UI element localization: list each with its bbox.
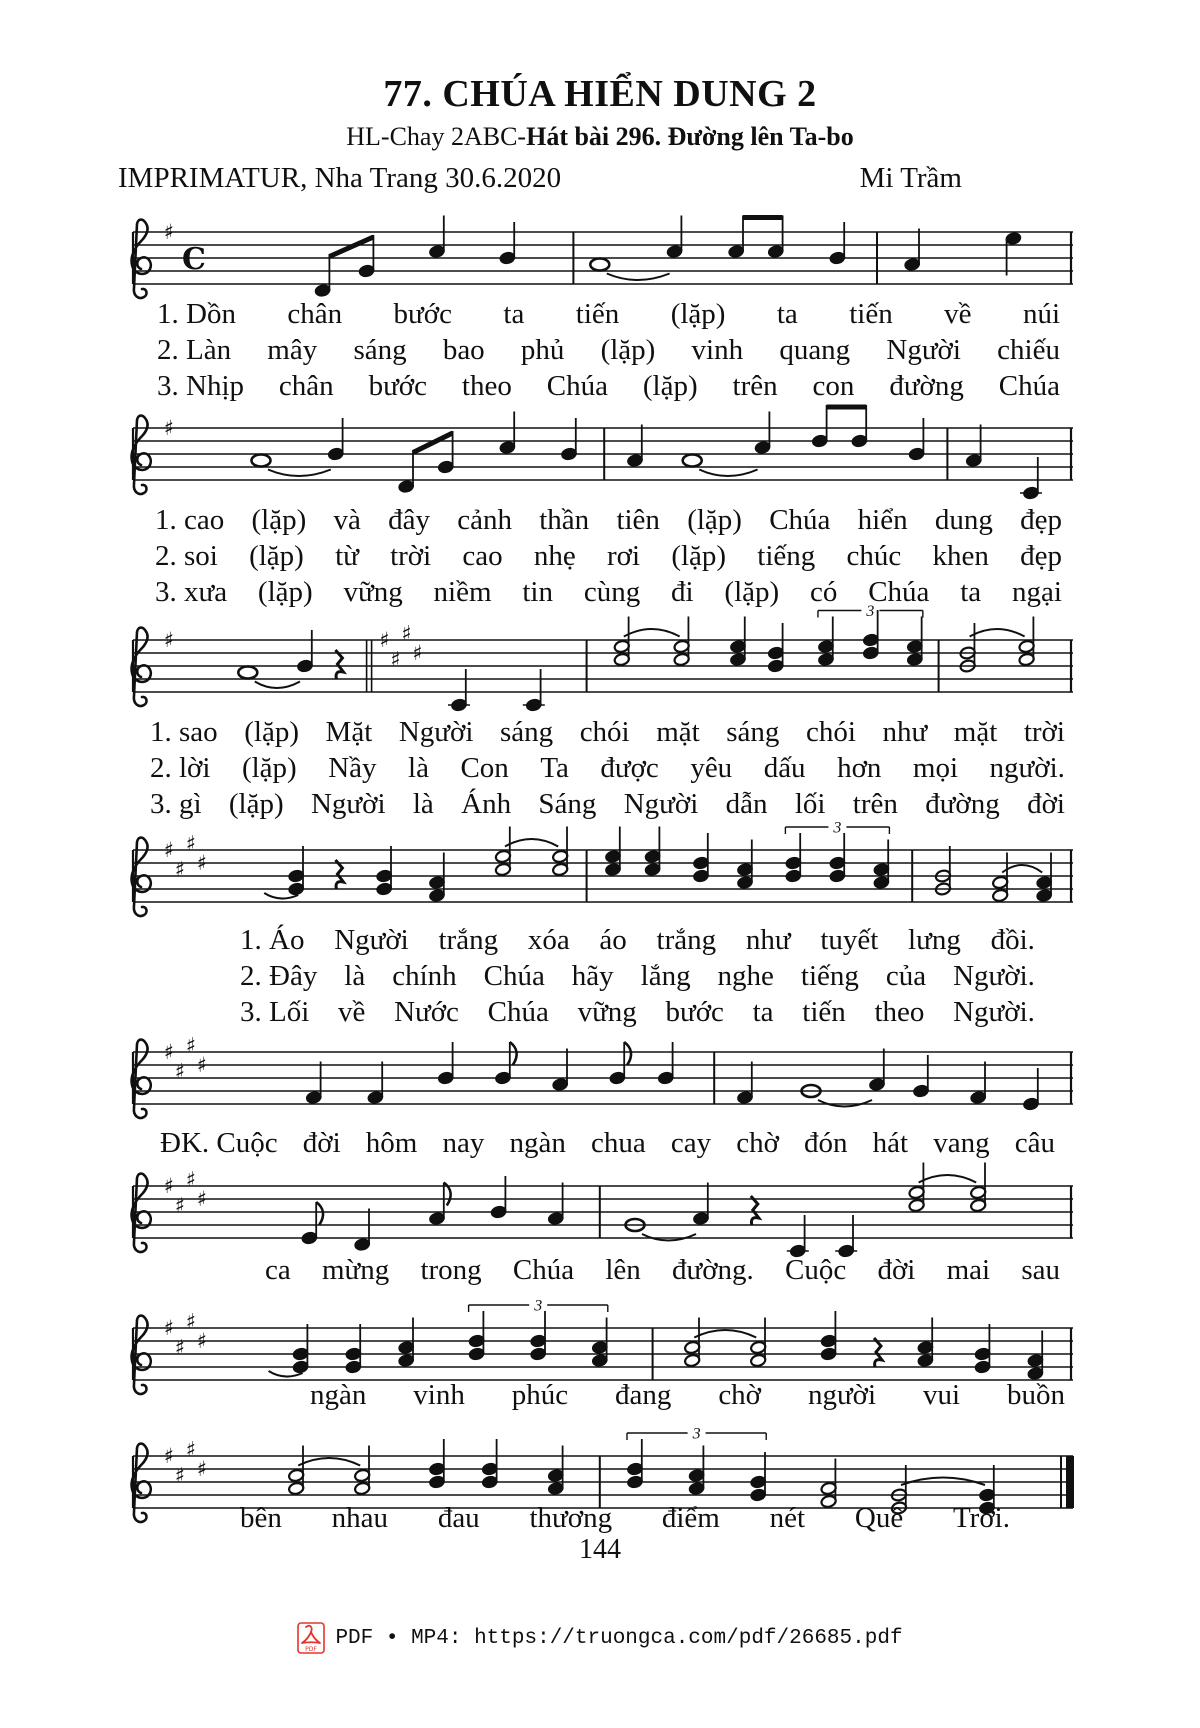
lyric-line <box>240 994 1035 1030</box>
lyric-word: ngàn <box>509 1127 566 1159</box>
lyric-word: trời <box>1023 716 1065 748</box>
lyric-word: hôm <box>365 1127 418 1159</box>
lyric-word: 1. Áo <box>240 924 305 956</box>
svg-text:3: 3 <box>866 603 875 620</box>
lyric-word: Người <box>398 716 474 748</box>
footer <box>0 1622 1200 1654</box>
lyric-word: áo <box>599 924 627 956</box>
lyric-word: trắng <box>656 924 717 956</box>
lyric-word: 1. sao <box>150 716 218 748</box>
lyric-line <box>265 1252 1060 1288</box>
lyric-word: là <box>408 752 429 784</box>
lyric-word: chân <box>278 370 334 402</box>
lyric-word: ngàn <box>310 1379 367 1411</box>
lyric-word: sáng <box>499 716 554 748</box>
lyric-word: chờ <box>718 1379 762 1411</box>
lyric-word: trong <box>420 1254 482 1286</box>
lyric-word: (lặp) <box>251 504 307 536</box>
svg-text:♯: ♯ <box>412 641 423 665</box>
lyric-word: phúc <box>511 1379 569 1411</box>
svg-text:♯: ♯ <box>174 1059 186 1084</box>
svg-text:♯: ♯ <box>163 416 175 440</box>
lyric-word: chúc <box>846 540 902 572</box>
lyric-word: đời <box>1027 788 1065 820</box>
lyric-word: chua <box>590 1127 646 1159</box>
lyric-word: phủ <box>520 334 565 366</box>
svg-text:♯: ♯ <box>174 1463 186 1488</box>
lyric-word: Người. <box>953 960 1035 992</box>
lyric-word: (lặp) <box>724 576 780 608</box>
lyric-word: lắng <box>640 960 691 992</box>
lyric-word: (lặp) <box>257 576 313 608</box>
lyric-word: ta <box>503 298 525 330</box>
lyric-word: Người <box>886 334 961 366</box>
lyric-word: chiếu <box>997 334 1060 366</box>
svg-text:3: 3 <box>692 1425 701 1443</box>
lyric-word: đường <box>889 370 964 402</box>
lyric-word: điểm <box>661 1502 720 1534</box>
svg-text:3: 3 <box>534 1297 543 1315</box>
lyric-word: núi <box>1022 298 1060 330</box>
svg-text:♯: ♯ <box>163 1174 175 1198</box>
lyric-word: Nước <box>394 996 459 1028</box>
lyric-word: Chúa <box>512 1254 575 1286</box>
lyric-word: trời <box>390 540 432 572</box>
lyric-word: tiến <box>575 298 620 330</box>
lyric-word: vững <box>343 576 403 608</box>
svg-text:♯: ♯ <box>174 1335 186 1360</box>
lyric-word: dấu <box>763 752 806 784</box>
lyric-word: trắng <box>438 924 499 956</box>
lyric-word: ĐK. Cuộc <box>160 1127 278 1159</box>
lyric-word: tiếng <box>800 960 859 992</box>
lyric-word: ta <box>776 298 798 330</box>
svg-text:♯: ♯ <box>163 838 175 862</box>
lyric-word: buồn <box>1006 1379 1065 1411</box>
lyric-word: tuyết <box>820 924 879 956</box>
lyric-word: đau <box>437 1502 480 1534</box>
lyric-word: và <box>333 504 361 536</box>
lyric-word: tin <box>522 576 553 608</box>
lyric-word: yêu <box>690 752 733 784</box>
lyric-word: 2. Đây <box>240 960 318 992</box>
lyric-word: như <box>882 716 928 748</box>
lyric-word: ca <box>265 1254 291 1286</box>
song-title: 77. CHÚA HIỂN DUNG 2 <box>383 73 817 115</box>
lyric-word: (lặp) <box>241 752 297 784</box>
footer-link[interactable]: PDF • MP4: https://truongca.com/pdf/26685.pdf <box>335 1626 903 1650</box>
lyric-word: hãy <box>571 960 614 992</box>
lyric-word: mai <box>946 1254 991 1286</box>
lyrics-block-8 <box>240 1500 1010 1536</box>
lyric-word: (lặp) <box>642 370 698 402</box>
pdf-icon-label: PDF <box>305 1646 318 1653</box>
lyric-word: cao <box>462 540 503 572</box>
lyric-word: (lặp) <box>687 504 742 536</box>
lyric-word: 2. soi <box>155 540 218 572</box>
lyric-word: Chúa <box>487 996 549 1028</box>
lyric-word: tiến <box>802 996 846 1028</box>
lyric-word: được <box>600 752 659 784</box>
lyric-word: 3. Nhịp <box>157 370 244 402</box>
lyric-word: vinh <box>691 334 744 366</box>
lyric-word: nhẹ <box>533 540 576 572</box>
lyric-word: 3. Lối <box>240 996 310 1028</box>
lyric-word: vinh <box>413 1379 465 1411</box>
lyric-word: sáng <box>726 716 780 748</box>
svg-text:3: 3 <box>833 819 842 837</box>
lyric-word: dẫn <box>725 788 768 820</box>
lyric-line <box>155 574 1062 610</box>
lyric-line <box>155 538 1062 574</box>
svg-text:♯: ♯ <box>196 851 208 875</box>
lyric-word: (lặp) <box>600 334 656 366</box>
lyrics-block-6 <box>265 1252 1060 1288</box>
lyric-word: lưng <box>908 924 961 956</box>
lyric-line <box>157 332 1060 368</box>
lyric-line <box>160 1125 1055 1161</box>
composer-name: Mi Trầm <box>859 162 962 194</box>
lyric-word: Chúa <box>483 960 545 992</box>
lyric-word: nhau <box>331 1502 389 1534</box>
lyric-word: như <box>745 924 791 956</box>
lyric-word: (lặp) <box>249 540 304 572</box>
lyric-word: chính <box>392 960 457 992</box>
lyric-word: Chúa <box>769 504 831 536</box>
lyric-word: đi <box>671 576 694 608</box>
lyric-line <box>310 1377 1065 1413</box>
lyric-word: người. <box>989 752 1065 784</box>
lyric-word: người <box>807 1379 877 1411</box>
svg-text:♯: ♯ <box>163 1444 175 1468</box>
svg-text:♯: ♯ <box>163 220 175 244</box>
lyric-word: đẹp <box>1020 504 1062 536</box>
lyric-word: cay <box>670 1127 712 1159</box>
svg-text:♯: ♯ <box>196 1457 208 1481</box>
lyric-word: lối <box>794 788 826 820</box>
lyric-line <box>240 958 1035 994</box>
lyric-word: vang <box>933 1127 990 1159</box>
lyrics-block-5 <box>160 1125 1055 1161</box>
lyric-word: Người. <box>953 996 1035 1028</box>
lyric-word: xóa <box>527 924 570 956</box>
lyric-word: từ <box>335 540 359 572</box>
lyric-line <box>240 1500 1010 1536</box>
subtitle-reference: Hát bài 296. Đường lên Ta-bo <box>526 122 854 151</box>
lyric-word: trên <box>852 788 898 820</box>
svg-text:♯: ♯ <box>185 1033 197 1058</box>
lyric-word: đường. <box>672 1254 754 1286</box>
lyric-word: (lặp) <box>228 788 284 820</box>
lyric-word: nay <box>442 1127 485 1159</box>
lyric-word: tiến <box>849 298 893 330</box>
lyric-word: mừng <box>321 1254 390 1286</box>
svg-text:♯: ♯ <box>163 1316 175 1340</box>
lyric-word: 2. lời <box>150 752 211 784</box>
lyric-word: Mặt <box>325 716 373 748</box>
svg-text:♯: ♯ <box>401 621 412 646</box>
lyric-word: (lặp) <box>244 716 299 748</box>
lyric-word: 2. Làn <box>157 334 232 366</box>
lyric-word: 1. cao <box>155 504 225 536</box>
lyric-line <box>150 750 1065 786</box>
lyric-word: nghe <box>717 960 774 992</box>
lyric-word: Sáng <box>538 788 597 820</box>
lyric-word: Chúa <box>868 576 930 608</box>
lyric-word: con <box>812 370 855 402</box>
lyric-word: Nầy <box>328 752 377 784</box>
svg-text:♯: ♯ <box>174 1193 186 1218</box>
lyric-word: thương <box>529 1502 613 1534</box>
lyric-word: đang <box>615 1379 672 1411</box>
lyric-word: dung <box>934 504 993 536</box>
lyric-word: Trời. <box>952 1502 1010 1534</box>
lyric-word: đón <box>804 1127 848 1159</box>
lyrics-block-2 <box>155 502 1062 610</box>
lyric-word: đẹp <box>1020 540 1062 572</box>
svg-text:C: C <box>182 242 206 277</box>
lyric-word: ngại <box>1012 576 1062 608</box>
lyrics-block-1 <box>157 296 1060 404</box>
lyric-word: Cuộc <box>785 1254 847 1286</box>
lyric-word: niềm <box>433 576 492 608</box>
lyric-word: có <box>810 576 838 608</box>
lyric-line <box>157 368 1060 404</box>
lyric-word: Quê <box>854 1502 904 1534</box>
svg-text:♯: ♯ <box>185 1309 197 1334</box>
lyric-word: rơi <box>607 540 641 572</box>
page-number: 144 <box>579 1534 621 1565</box>
lyric-word: sau <box>1021 1254 1060 1286</box>
svg-text:♯: ♯ <box>379 628 390 652</box>
lyric-word: khen <box>932 540 989 572</box>
lyric-word: quang <box>779 334 851 366</box>
lyric-word: hiển <box>857 504 908 536</box>
lyric-word: sáng <box>353 334 407 366</box>
lyric-line <box>240 922 1035 958</box>
lyric-word: Chúa <box>998 370 1060 402</box>
lyric-word: 3. gì <box>150 788 202 820</box>
svg-text:♯: ♯ <box>174 857 186 882</box>
lyric-word: là <box>344 960 366 992</box>
lyric-word: mây <box>267 334 318 366</box>
lyric-word: bước <box>393 298 452 330</box>
lyric-word: Người <box>334 924 409 956</box>
lyric-word: nét <box>769 1502 806 1534</box>
lyric-word: cùng <box>583 576 641 608</box>
lyric-line <box>157 296 1060 332</box>
svg-text:♯: ♯ <box>185 1437 197 1462</box>
credits-row <box>118 162 962 195</box>
svg-text:♯: ♯ <box>196 1329 208 1353</box>
lyric-word: tiếng <box>757 540 816 572</box>
lyric-line <box>150 786 1065 822</box>
lyric-word: (lặp) <box>670 298 726 330</box>
lyric-word: bên <box>240 1502 282 1534</box>
lyrics-block-3 <box>150 714 1065 822</box>
lyric-word: lên <box>605 1254 641 1286</box>
lyric-word: 1. Dồn <box>157 298 236 330</box>
svg-text:♯: ♯ <box>196 1187 208 1211</box>
lyric-word: mặt <box>656 716 700 748</box>
lyric-word: tiên <box>616 504 660 536</box>
lyric-word: bước <box>368 370 427 402</box>
lyric-line <box>150 714 1065 750</box>
pdf-icon <box>297 1622 325 1654</box>
lyric-word: câu <box>1014 1127 1055 1159</box>
lyric-word: 3. xưa <box>155 576 228 608</box>
lyric-word: về <box>944 298 972 330</box>
lyric-word: Ta <box>540 752 569 784</box>
lyric-word: là <box>412 788 434 820</box>
svg-text:♯: ♯ <box>163 1040 175 1064</box>
lyric-word: ta <box>960 576 982 608</box>
lyric-word: chói <box>805 716 856 748</box>
lyric-word: Con <box>460 752 509 784</box>
lyric-word: thần <box>539 504 590 536</box>
lyric-word: (lặp) <box>671 540 727 572</box>
lyric-word: chân <box>287 298 343 330</box>
lyric-word: ta <box>752 996 774 1028</box>
imprimatur-text: IMPRIMATUR, Nha Trang 30.6.2020 <box>118 162 562 194</box>
lyric-word: mọi <box>912 752 959 784</box>
svg-text:♯: ♯ <box>185 831 197 856</box>
lyric-word: vui <box>922 1379 961 1411</box>
lyric-word: về <box>337 996 366 1028</box>
lyric-word: đây <box>388 504 430 536</box>
lyrics-block-4 <box>240 922 1035 1030</box>
lyric-word: hát <box>872 1127 909 1159</box>
lyric-word: hơn <box>837 752 882 784</box>
lyric-word: bao <box>442 334 485 366</box>
lyric-word: chói <box>579 716 630 748</box>
lyric-word: đời <box>302 1127 341 1159</box>
lyric-word: đời <box>877 1254 916 1286</box>
lyric-word: Người <box>623 788 699 820</box>
subtitle-prefix: HL-Chay 2ABC- <box>346 122 527 151</box>
lyric-word: của <box>885 960 927 992</box>
svg-text:♯: ♯ <box>196 1053 208 1077</box>
lyric-word: đồi. <box>990 924 1035 956</box>
lyric-word: Ánh <box>461 788 512 820</box>
lyric-word: Người <box>310 788 386 820</box>
lyric-word: mặt <box>953 716 998 748</box>
lyric-word: cảnh <box>457 504 512 536</box>
svg-text:♯: ♯ <box>163 628 175 652</box>
lyric-word: đường <box>925 788 1000 820</box>
lyric-word: Chúa <box>546 370 608 402</box>
lyric-word: trên <box>732 370 778 402</box>
svg-text:♯: ♯ <box>390 647 401 672</box>
lyrics-block-7 <box>310 1377 1065 1413</box>
lyric-word: chờ <box>736 1127 779 1159</box>
lyric-word: theo <box>874 996 925 1028</box>
lyric-word: bước <box>665 996 724 1028</box>
lyric-line <box>155 502 1062 538</box>
lyric-word: theo <box>461 370 512 402</box>
lyric-word: vững <box>577 996 637 1028</box>
svg-text:♯: ♯ <box>185 1167 197 1192</box>
song-subtitle <box>0 122 1200 152</box>
